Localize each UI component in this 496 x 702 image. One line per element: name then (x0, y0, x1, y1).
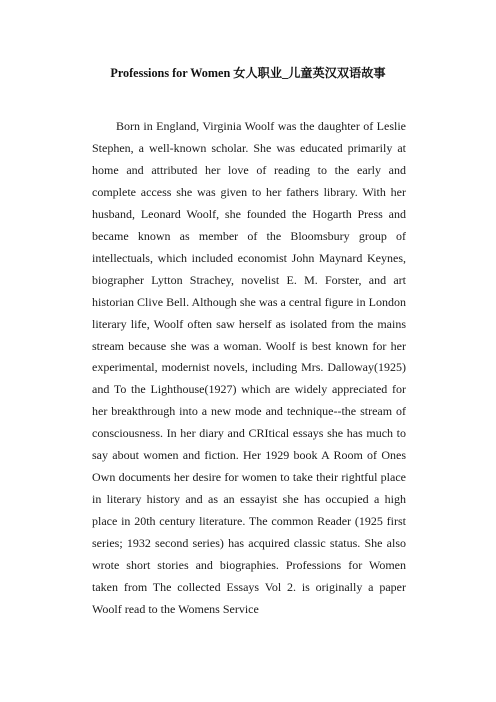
document-title: Professions for Women 女人职业_儿童英汉双语故事 (110, 66, 386, 80)
body-paragraph: Born in England, Virginia Woolf was the daughter of Leslie Stephen, a well-known scholar. She was educated primarily at home and attributed her love of reading to the early and complete access she was given to her fathers library. With her husband, Leonard Woolf, she founded the Hogarth Press and became known as member of the Bloomsbury group of intellectuals, which included economist John Maynard Keynes, biographer Lytton Strachey, novelist E. M. Forster, and art historian Clive Bell. Although she was a central figure in London literary life, Woolf often saw herself as isolated from the mains stream because she was a woman. Woolf is best known for her experimental, modernist novels, including Mrs. Dalloway(1925) and To the Lighthouse(1927) which are widely appreciated for her breakthrough into a new mode and technique--the stream of consciousness. In her diary and CRItical essays she has much to say about women and fiction. Her 1929 book A Room of Ones Own documents her desire for women to take their rightful place in literary history and as an essayist she has occupied a high place in 20th century literature. The common Reader (1925 first series; 1932 second series) has acquired classic status. She also wrote short stories and biographies. Professions for Women taken from The collected Essays Vol 2. is originally a paper Woolf read to the Womens Service (92, 119, 406, 616)
